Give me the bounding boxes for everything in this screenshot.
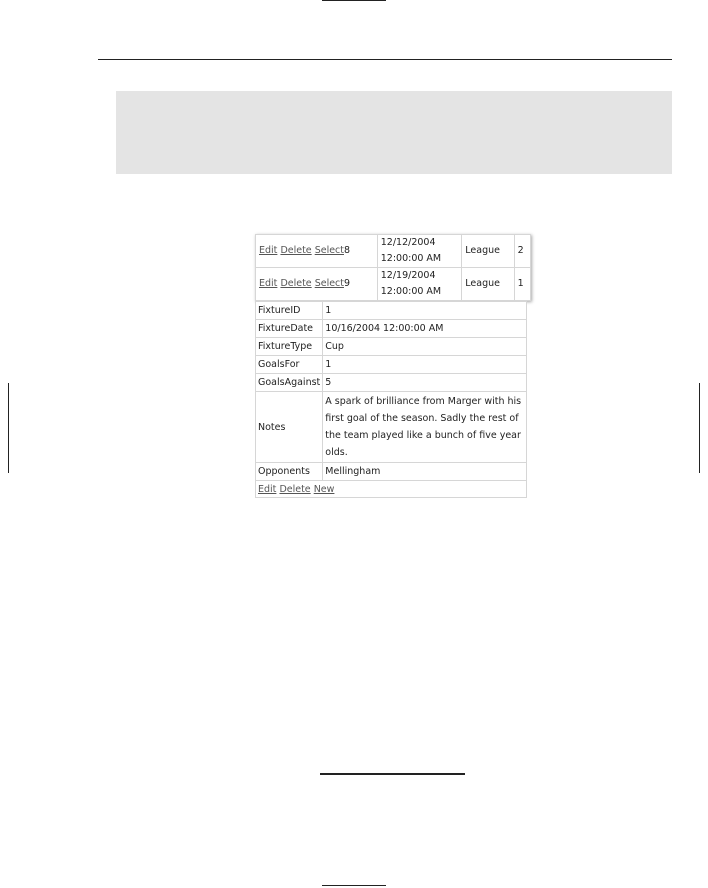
row-actions-cell <box>256 268 378 301</box>
fixture-id-cell: 8 <box>344 245 351 256</box>
section-rule <box>320 773 465 775</box>
field-value: 1 <box>323 302 527 320</box>
goals-cell: 1 <box>514 268 530 301</box>
fixture-detailsview <box>255 301 527 498</box>
field-label: FixtureID <box>256 302 323 320</box>
delete-link[interactable]: Delete <box>280 278 312 289</box>
details-row <box>256 338 527 356</box>
details-row <box>256 356 527 374</box>
edit-link[interactable]: Edit <box>259 245 278 256</box>
date-line: 12/19/2004 <box>380 270 436 281</box>
goals-cell: 2 <box>514 235 530 268</box>
details-row <box>256 374 527 392</box>
field-value: Cup <box>323 338 527 356</box>
field-label: Notes <box>256 392 323 463</box>
delete-link[interactable]: Delete <box>280 245 312 256</box>
fixture-date-cell <box>377 268 462 301</box>
page-bottom-rule <box>322 885 386 886</box>
date-line: 12/12/2004 <box>380 237 436 248</box>
edit-link[interactable]: Edit <box>259 278 278 289</box>
field-label: FixtureDate <box>256 320 323 338</box>
fixture-type-cell: League <box>462 268 514 301</box>
field-value: 10/16/2004 12:00:00 AM <box>323 320 527 338</box>
fixtures-gridview <box>255 234 531 301</box>
field-label: Opponents <box>256 463 323 481</box>
code-listing-block <box>116 91 672 174</box>
select-link[interactable]: Select <box>314 278 344 289</box>
time-line: 12:00:00 AM <box>380 286 442 297</box>
time-line: 12:00:00 AM <box>380 253 442 264</box>
details-row <box>256 463 527 481</box>
field-label: GoalsAgainst <box>256 374 323 392</box>
left-margin-bar <box>8 383 9 473</box>
field-label: GoalsFor <box>256 356 323 374</box>
field-value: 1 <box>323 356 527 374</box>
page-top-rule <box>322 0 386 1</box>
right-margin-bar <box>699 383 700 473</box>
fixture-type-cell: League <box>462 235 514 268</box>
page-header-rule <box>98 59 672 60</box>
new-link[interactable]: New <box>313 483 335 495</box>
field-value: 5 <box>323 374 527 392</box>
field-label: FixtureType <box>256 338 323 356</box>
field-value: Mellingham <box>323 463 527 481</box>
notes-value: A spark of brilliance from Marger with his first goal of the season. Sadly the rest of the team played like a bunch of five year olds. <box>323 392 527 463</box>
fixture-id-cell: 9 <box>344 278 351 289</box>
details-row <box>256 392 527 463</box>
details-actions-row <box>256 481 527 498</box>
details-actions-cell <box>256 481 527 498</box>
table-row <box>256 235 531 268</box>
details-row <box>256 320 527 338</box>
delete-link[interactable]: Delete <box>279 483 311 495</box>
details-row <box>256 302 527 320</box>
edit-link[interactable]: Edit <box>258 483 277 495</box>
row-actions-cell <box>256 235 378 268</box>
select-link[interactable]: Select <box>314 245 344 256</box>
fixture-date-cell <box>377 235 462 268</box>
table-row <box>256 268 531 301</box>
